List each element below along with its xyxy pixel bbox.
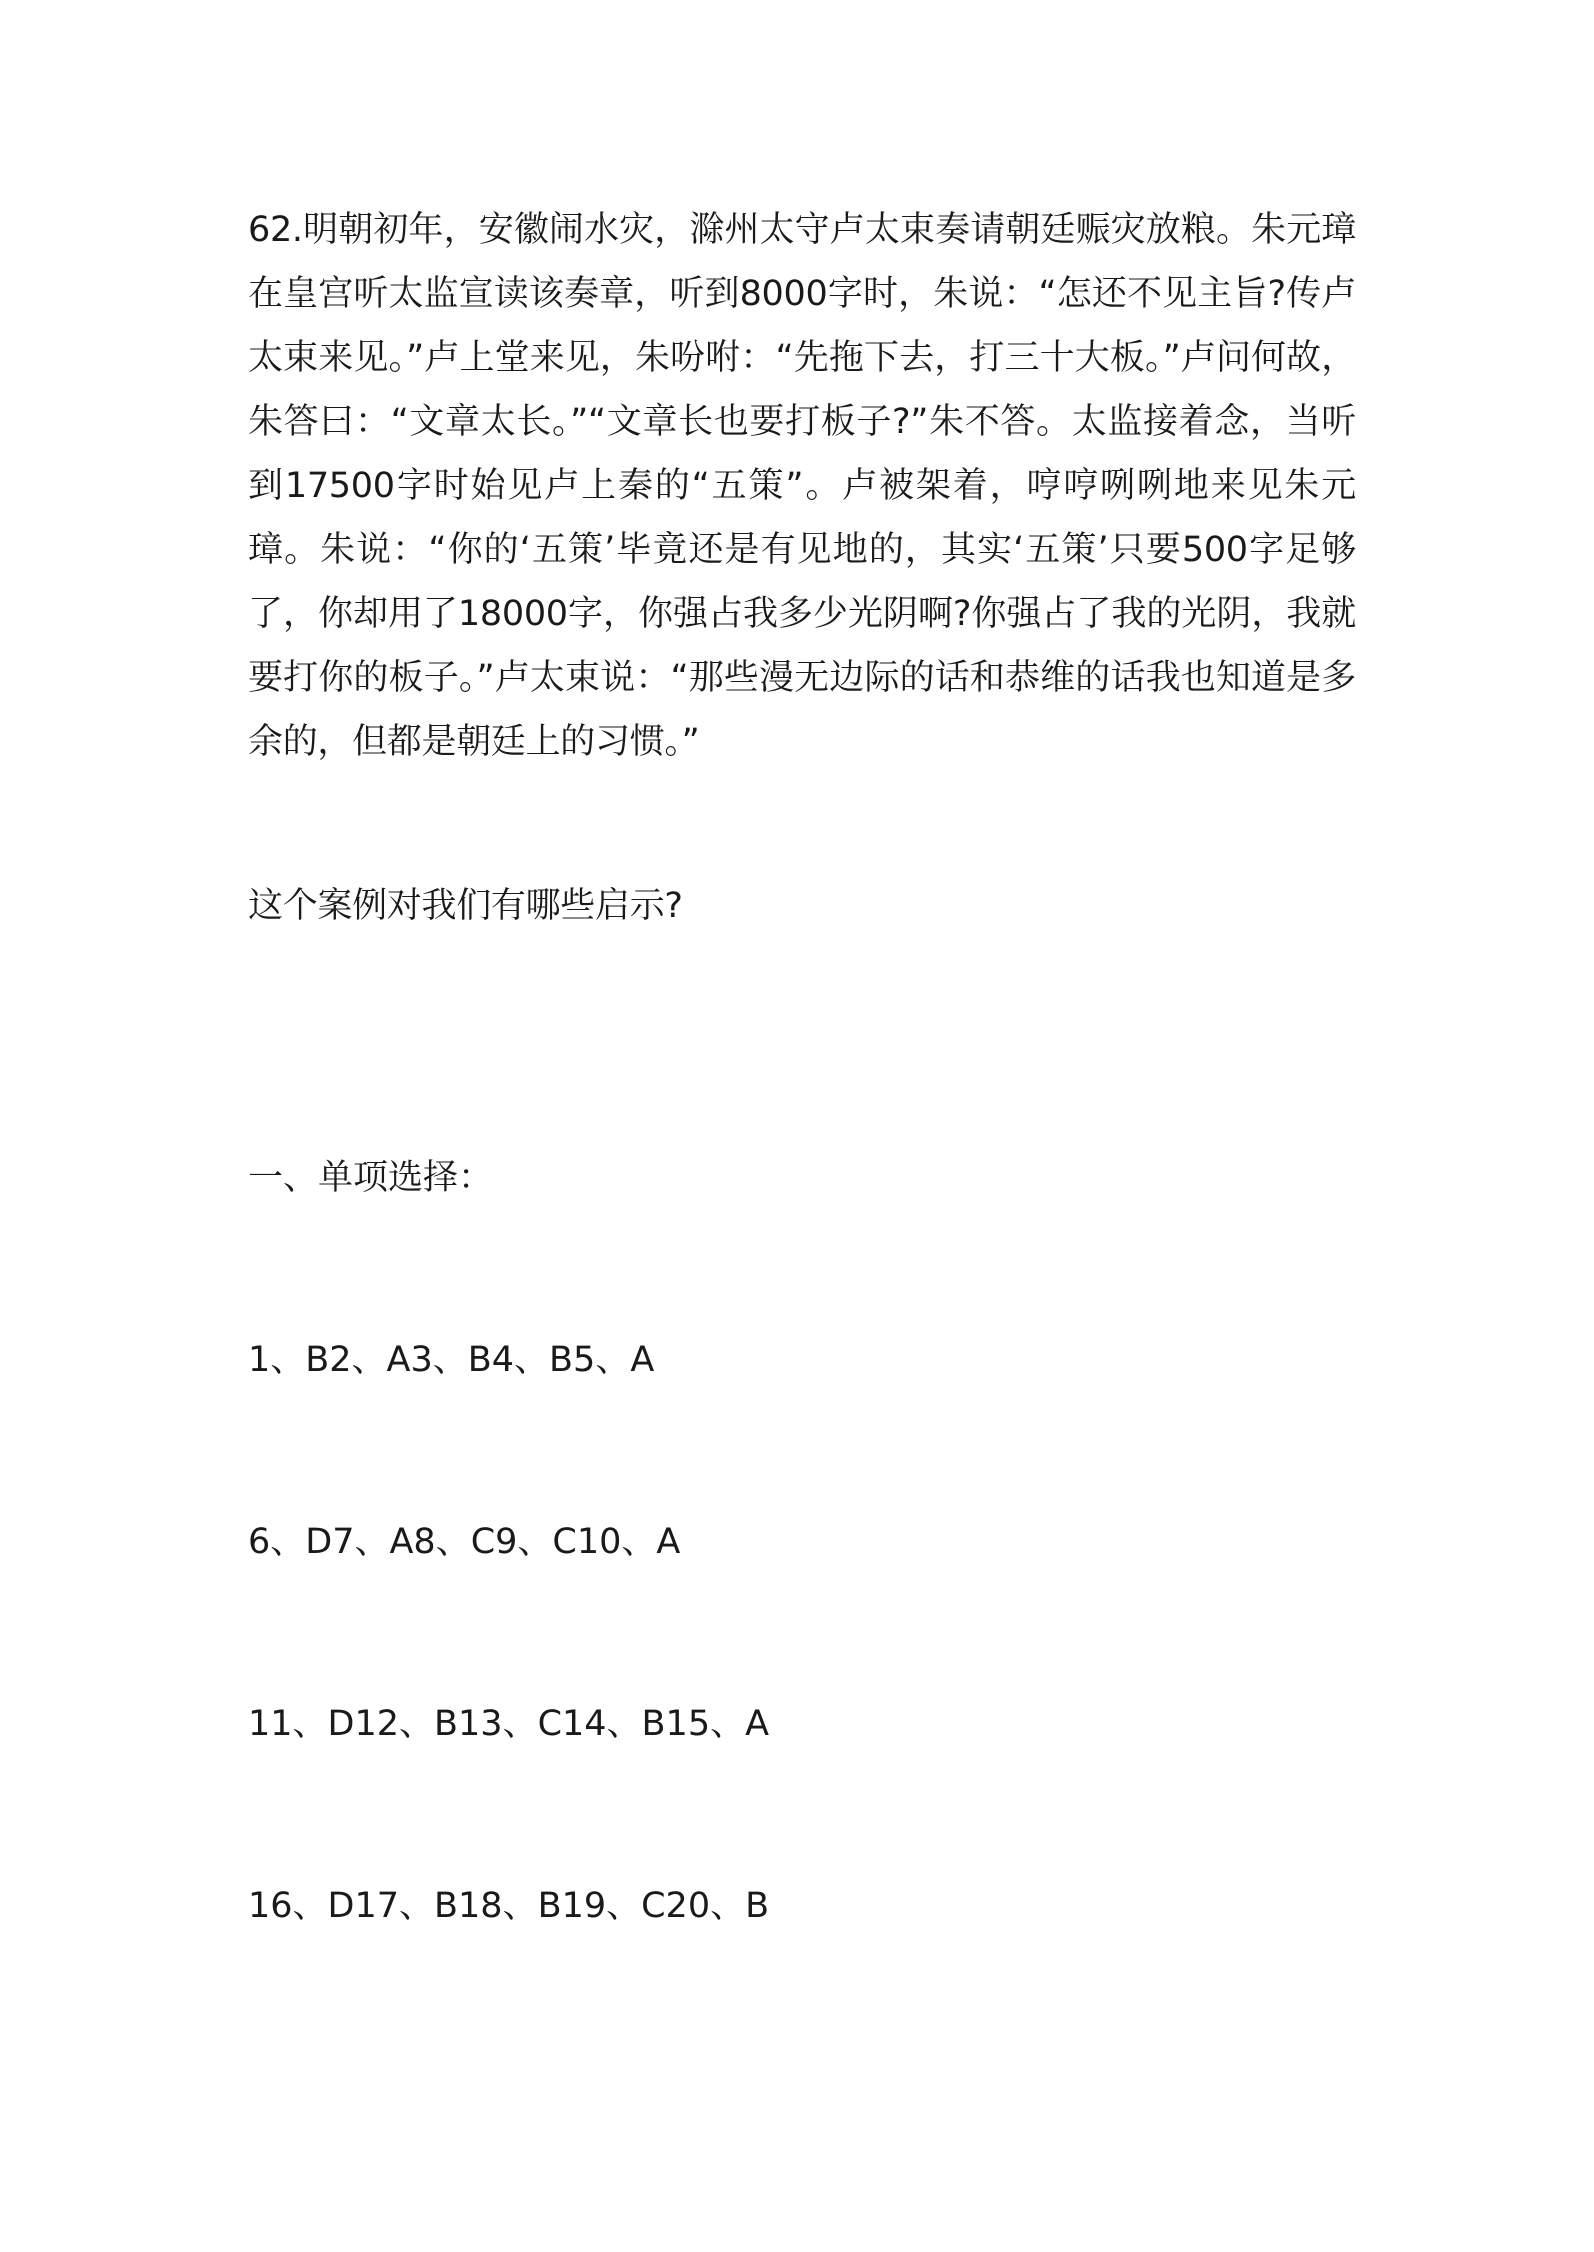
section-heading: 一、单项选择： [248, 1158, 494, 1198]
question-body: 62.明朝初年，安徽闹水灾，滁州太守卢太束奏请朝廷赈灾放粮。朱元璋在皇宫听太监宣读该奏章，听到8000字时，朱说：“怎还不见主旨?传卢太束来见。”卢上堂来见，朱吩咐：“先拖下去，打三十大板。”卢问何故，朱答曰：“文章太长。”“文章长也要打板子?”朱不答。太监接着念，当听到17500字时始见卢上秦的“五策”。卢被架着，哼哼咧咧地来见朱元璋。朱说：“你的‘五策’毕竟还是有见地的，其实‘五策’只要500字足够了，你却用了18000字，你强占我多少光阴啊?你强占了我的光阴，我就要打你的板子。”卢太束说：“那些漫无边际的话和恭维的话我也知道是多余的，但都是朝廷上的习惯。” [248, 210, 1356, 762]
question-prompt: 这个案例对我们有哪些启示? [248, 886, 683, 926]
answer-row: 1、B2、A3、B4、B5、A [248, 1340, 655, 1380]
question-62 [248, 198, 1356, 926]
answer-row: 16、D17、B18、B19、C20、B [248, 1886, 770, 1926]
answer-row: 6、D7、A8、C9、C10、A [248, 1522, 681, 1562]
answer-row: 11、D12、B13、C14、B15、A [248, 1704, 770, 1744]
